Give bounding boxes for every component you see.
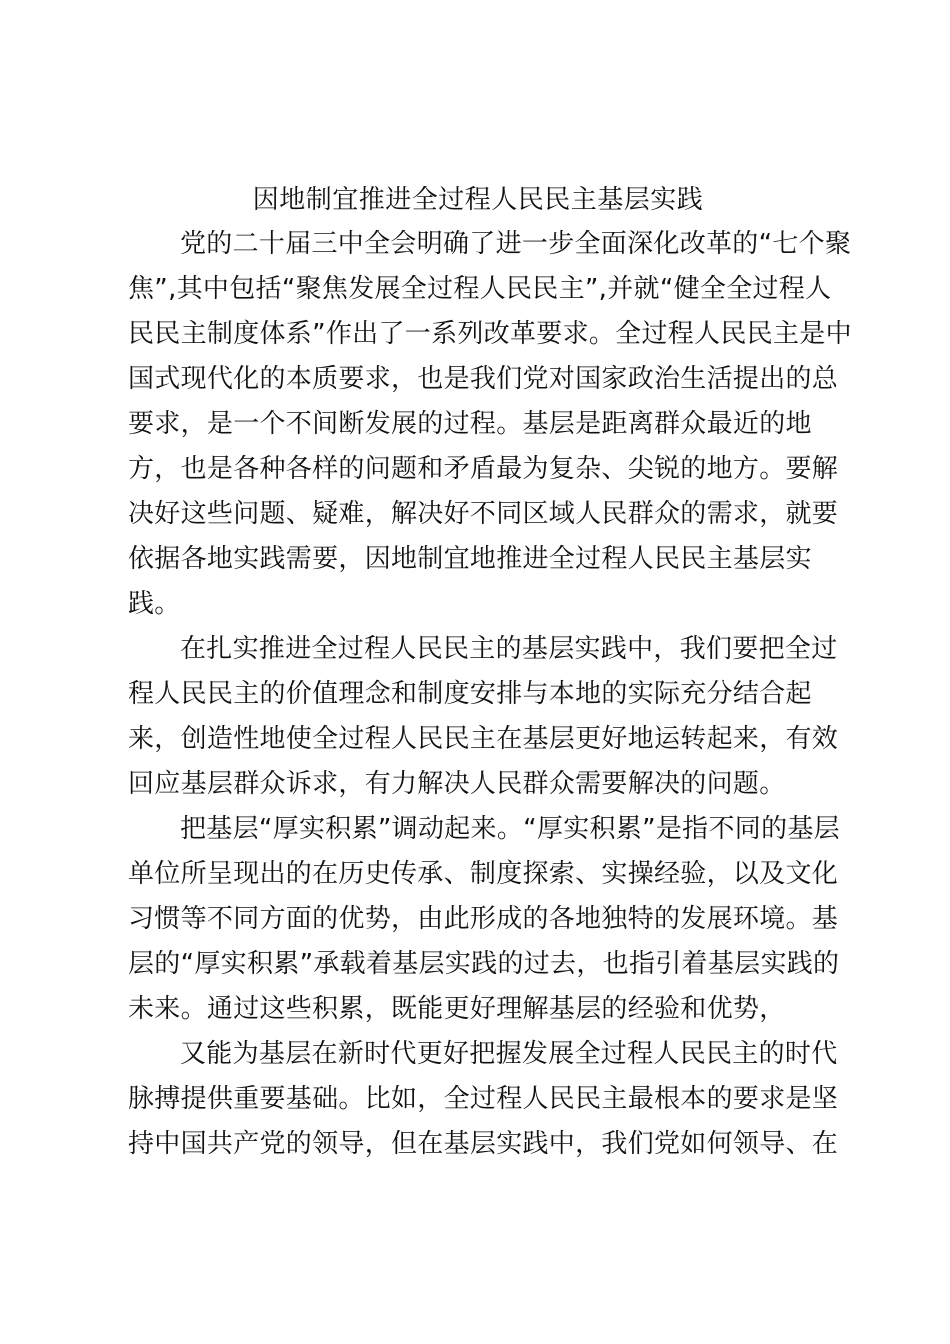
text-line: 践。 (128, 589, 181, 619)
text-line: 在扎实推进全过程人民民主的基层实践中，我们要把全过 (180, 634, 838, 664)
text-line: 焦”,其中包括“聚焦发展全过程人民民主”,并就“健全全过程人 (128, 274, 832, 304)
text-line: 回应基层群众诉求，有力解决人民群众需要解决的问题。 (128, 769, 786, 799)
text-line: 决好这些问题、疑难，解决好不同区域人民群众的需求，就要 (128, 499, 839, 529)
text-line: 要求，是一个不间断发展的过程。基层是距离群众最近的地 (128, 409, 812, 439)
text-line: 脉搏提供重要基础。比如，全过程人民民主最根本的要求是坚 (128, 1084, 839, 1114)
text-line: 把基层“厚实积累”调动起来。“厚实积累”是指不同的基层 (180, 814, 840, 844)
document-title: 因地制宜推进全过程人民民主基层实践 (252, 185, 704, 215)
text-line: 未来。通过这些积累，既能更好理解基层的经验和优势， (128, 994, 786, 1024)
text-line: 层的“厚实积累”承载着基层实践的过去，也指引着基层实践的 (128, 949, 840, 979)
text-line: 来，创造性地使全过程人民民主在基层更好地运转起来，有效 (128, 724, 839, 754)
text-line: 又能为基层在新时代更好把握发展全过程人民民主的时代 (180, 1039, 838, 1069)
text-line: 方，也是各种各样的问题和矛盾最为复杂、尖锐的地方。要解 (128, 454, 839, 484)
text-line: 单位所呈现出的在历史传承、制度探索、实操经验，以及文化 (128, 859, 839, 889)
text-line: 国式现代化的本质要求，也是我们党对国家政治生活提出的总 (128, 364, 839, 394)
text-line: 党的二十届三中全会明确了进一步全面深化改革的“七个聚 (180, 229, 852, 259)
text-line: 民民主制度体系”作出了一系列改革要求。全过程人民民主是中 (128, 319, 852, 349)
text-line: 程人民民主的价值理念和制度安排与本地的实际充分结合起 (128, 679, 812, 709)
text-line: 习惯等不同方面的优势，由此形成的各地独特的发展环境。基 (128, 904, 839, 934)
text-line: 持中国共产党的领导，但在基层实践中，我们党如何领导、在 (128, 1129, 839, 1159)
text-line: 依据各地实践需要，因地制宜地推进全过程人民民主基层实 (128, 544, 812, 574)
